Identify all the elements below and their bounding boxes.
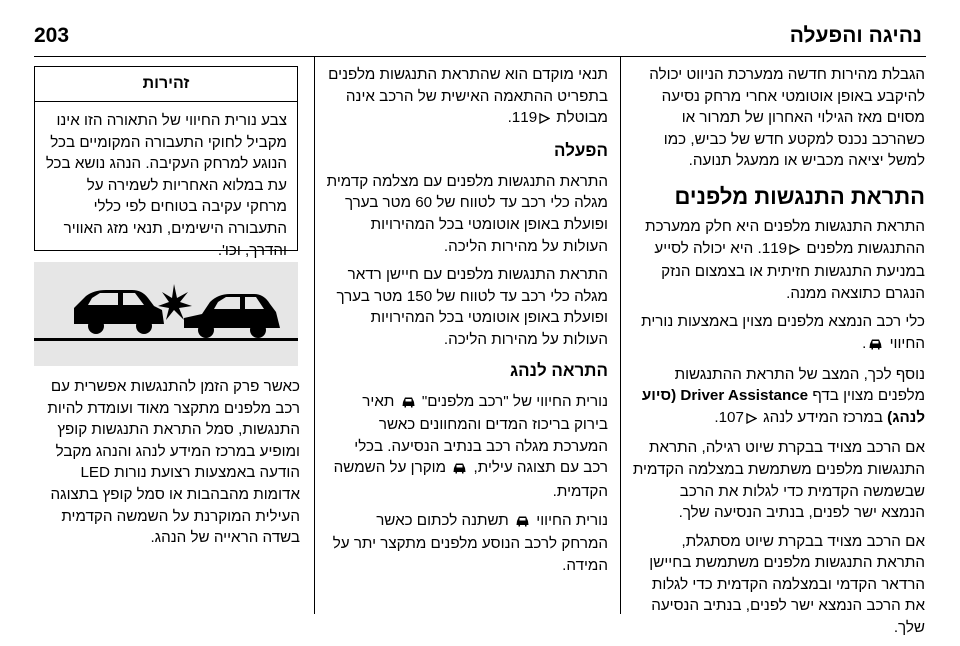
- column-right: [632, 64, 925, 646]
- car-front-icon: [868, 335, 883, 357]
- warning-box: [34, 66, 298, 259]
- vehicle-ahead-indicator-paragraph: כלי רכב הנמצא מלפנים מצוין באמצעות נורית החיווי .: [632, 311, 925, 356]
- imminent-collision-paragraph: כאשר פרק הזמן להתנגשות אפשרית עם רכב מלפנים מתקצר מאוד ועומדת להיות התנגשות, סמל התראת התנגשות קופץ ומופיע במרכז המידע לנהג והנהג מקבל הודעה באמצעות רצועת נורות LED אדומות מהבהבות או סמל קופץ בתצוגה העילית המוקרנת על השמשה הקדמית בשדה הראייה של הנהג.: [47, 378, 300, 547]
- column-middle: [326, 64, 608, 583]
- page-reference-icon: [539, 109, 550, 131]
- car-front-icon: [452, 459, 467, 481]
- header-rule: [34, 56, 926, 57]
- amber-indicator-paragraph: נורית החיווי תשתנה לכתום כאשר המרחק לרכב הנוסע מלפנים מתקצר יתר על המידה.: [332, 511, 608, 574]
- page-reference-icon: [789, 240, 800, 262]
- forward-collision-illustration: [34, 262, 298, 366]
- section-title: נהיגה והפעלה: [789, 24, 922, 47]
- page-reference-icon: [746, 409, 757, 431]
- page-header: [0, 24, 960, 54]
- car-front-icon: [401, 393, 416, 415]
- adaptive-cruise-paragraph: אם הרכב מצויד בבקרת שיוט מסתגלת, התראת התנגשות מלפנים משתמשת בחיישן הרדאר הקדמי ובמצלמה הקדמית כדי לגלות את הרכב הנמצא ישר לפנים, בנתיב הנסיעה שלך.: [649, 532, 925, 637]
- driver-assistance-paragraph: נוסף לכך, המצב של התראת ההתנגשות מלפנים מצוין בדף Driver Assistance (סיוע לנהג) במרכז המידע לנהג 107.: [632, 364, 925, 431]
- forward-collision-alert-heading: התראת התנגשות מלפנים: [674, 183, 925, 209]
- fca-intro-paragraph: התראת התנגשות מלפנים היא חלק ממערכת ההתנגשות מלפנים 119. היא יכולה לסייע במניעת התנגשות חזיתית או בצמצום הנזק הנגרם כתוצאה ממנה.: [645, 217, 925, 302]
- page-ref-119: 119: [761, 239, 788, 257]
- green-indicator-paragraph: נורית החיווי של "רכב מלפנים" תאיר בירוק בריכוז המדים והמחוונים כאשר המערכת מגלה רכב בנתיב הנסיעה. בכלי רכב עם תצוגה עילית, מוקרן על השמשה הקדמית.: [333, 392, 608, 500]
- collision-cars-icon: [34, 262, 298, 366]
- warning-title: זהירות: [35, 67, 297, 102]
- nav-speed-limit-paragraph: הגבלת מהירות חדשה ממערכת הניווט יכולה להיקבע באופן אוטומטי אחרי מרחק נסיעה מסוים מאז הגילוי האחרון של תמרור או כשהרכב נכנס למקטע חדש של כביש, כמו למשל יציאה מכביש או ממעגל תנועה.: [649, 66, 925, 170]
- page-number: 203: [34, 24, 70, 47]
- car-front-icon: [515, 512, 530, 534]
- page-ref-107: 107: [718, 408, 744, 426]
- column-left-text: [34, 376, 300, 556]
- column-divider-left: [314, 56, 315, 614]
- cruise-control-paragraph: אם הרכב מצויד בבקרת שיוט רגילה, התראת התנגשות מלפנים משתמשת במצלמה הקדמית שבשמשה הקדמית כדי לגלות את הרכב הנמצא ישר לפנים, בנתיב הנסיעה שלך.: [632, 439, 925, 522]
- driver-alert-heading: התראה לנהג: [510, 360, 608, 380]
- camera-range-paragraph: התראת התנגשות מלפנים עם מצלמה קדמית מגלה כלי רכב עד לטווח של 60 מטר בערך ופועלת באופן אוטומטי בכל המהירויות העולות על מהירות הליכה.: [326, 172, 608, 255]
- activation-heading: הפעלה: [554, 140, 608, 160]
- warning-body: צבע נורית החיווי של התאורה הזו אינו מקביל לחוקי התעבורה המקומיים בכל הנוגע למרחק העקיבה. הנהג נושא בכל עת במלוא האחריות לשמירה על מרחקי עקיבה בטוחים לפי כללי התעבורה הישימים, תנאי מזג האוויר והדרך, וכו'.: [45, 112, 287, 259]
- radar-range-paragraph: התראת התנגשות מלפנים עם חיישן רדאר מגלה כלי רכב עד לטווח של 150 מטר בערך ופועלת באופן אוטומטי בכל המהירויות העולות על מהירות הליכה.: [336, 266, 608, 348]
- page-ref-119: 119: [511, 109, 538, 127]
- prerequisite-paragraph: תנאי מוקדם הוא שהתראת התנגשות מלפנים בתפריט ההתאמה האישית של הרכב אינה מבוטלת 119.: [326, 64, 608, 131]
- column-divider-right: [620, 56, 621, 614]
